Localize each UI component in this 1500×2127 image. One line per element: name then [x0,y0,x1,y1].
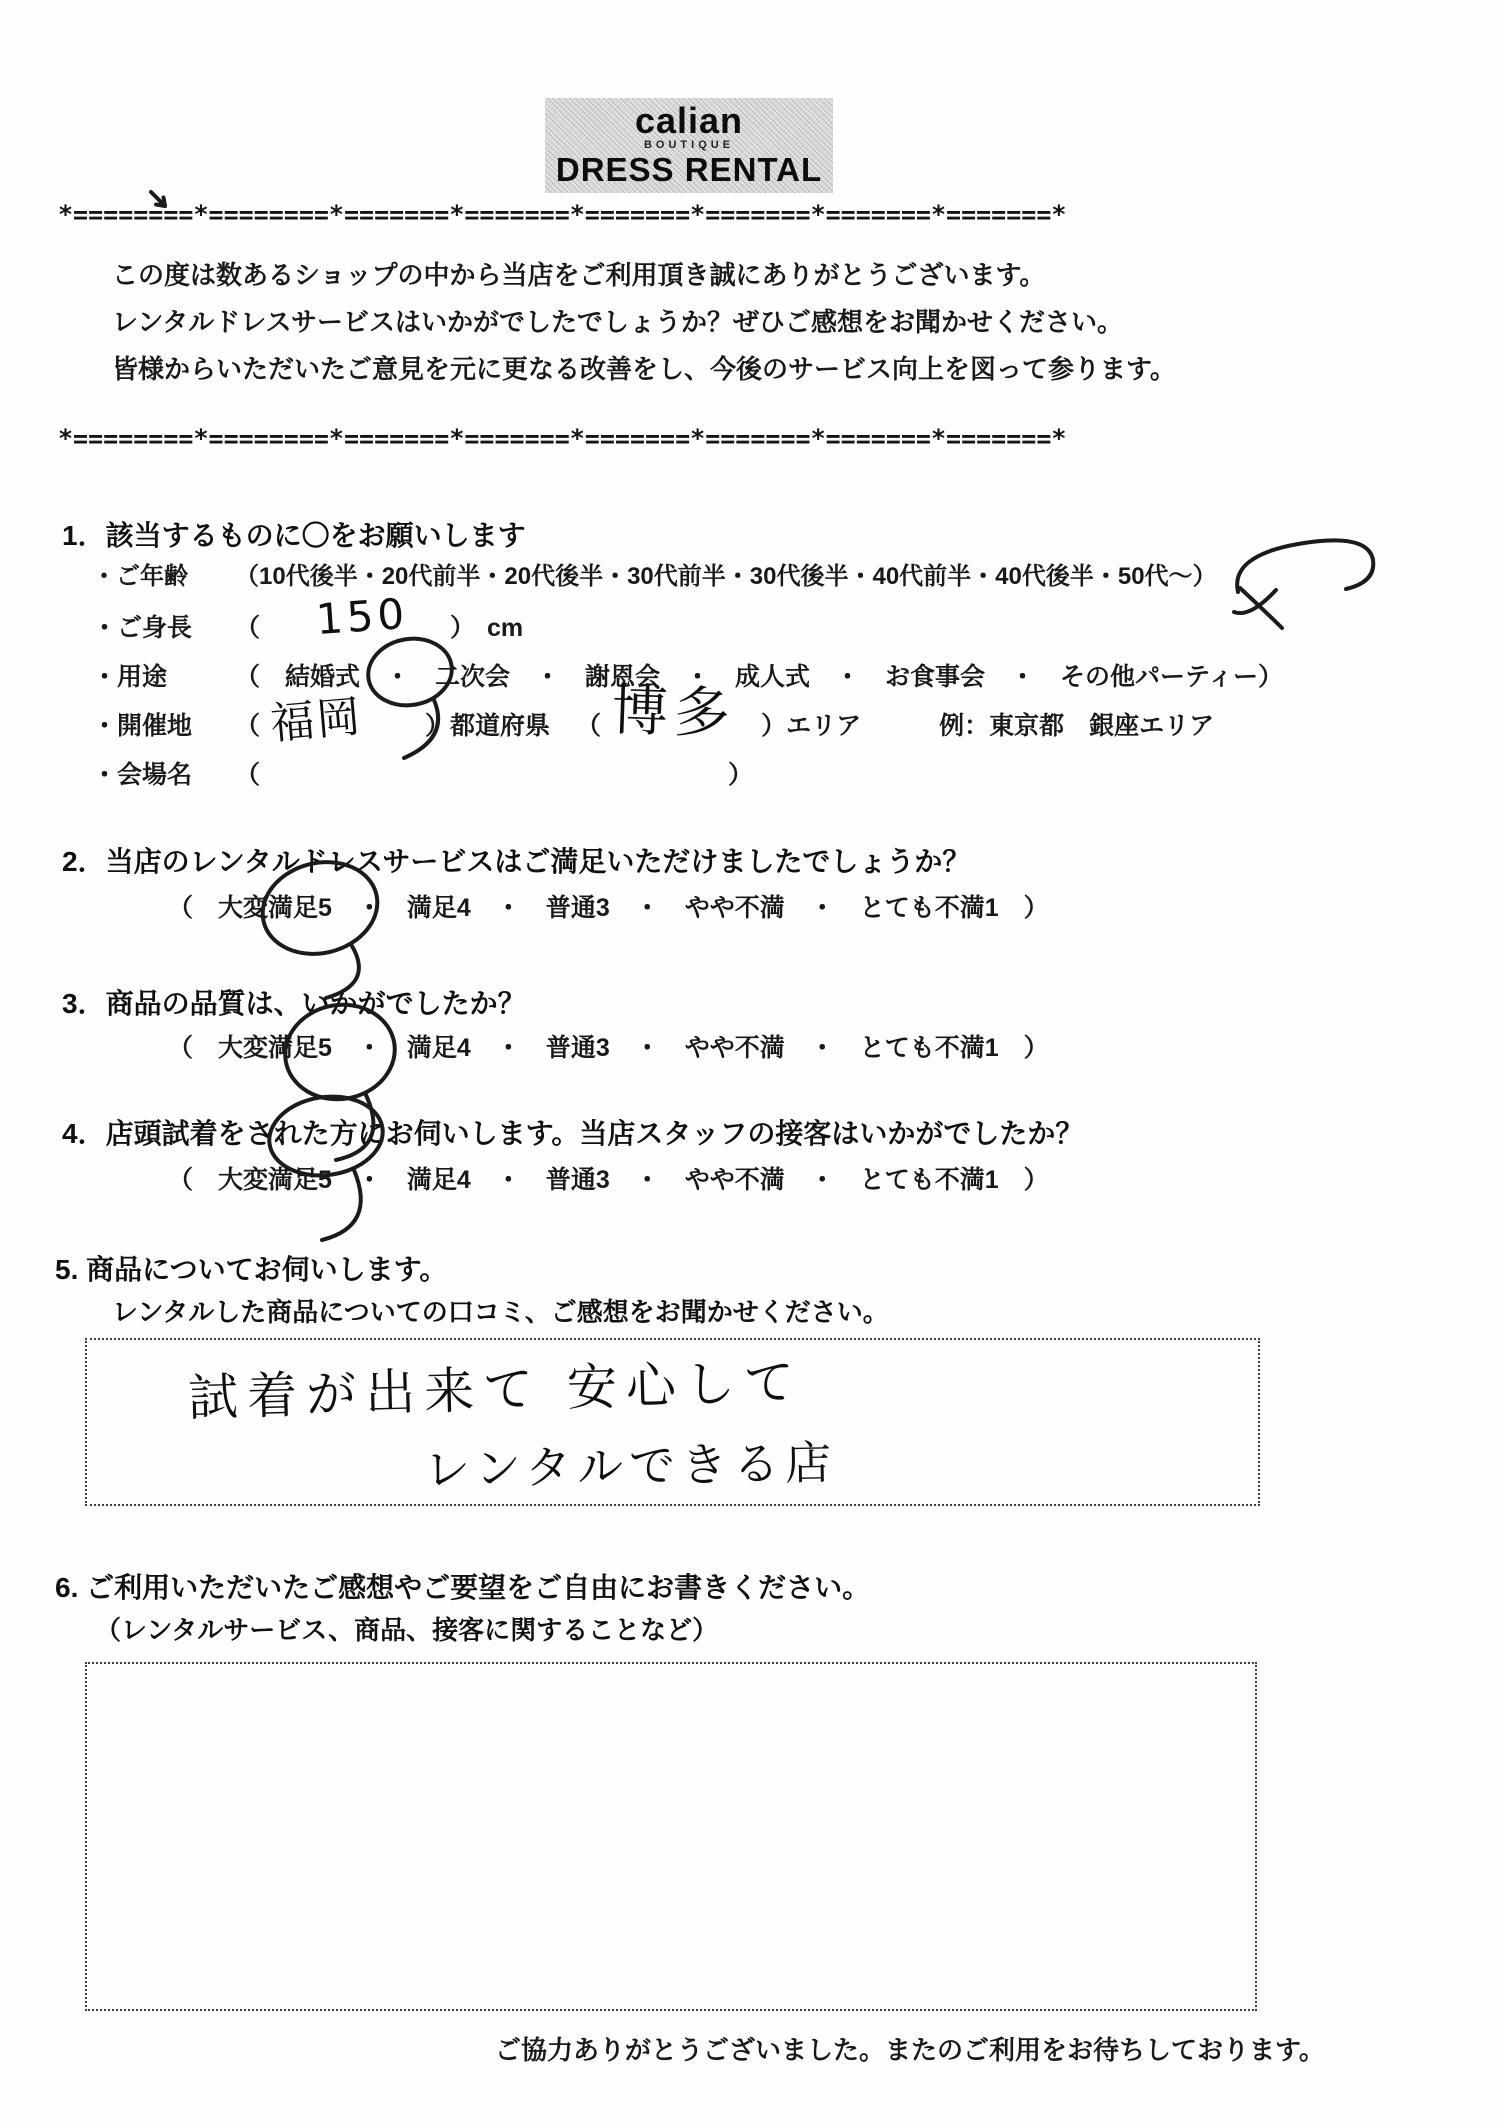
q1-age-close-paren: ） [1192,563,1217,590]
q1-venue-example: 例：東京都 銀座エリア [939,712,1215,740]
q1-height-label: ・ご身長 [92,614,193,642]
q1-purpose-label: ・用途 [92,663,168,691]
q1-venue-label: ・開催地 [92,712,193,740]
q6-subtitle: （レンタルサービス、商品、接客に関することなど） [95,1615,719,1645]
q1-height-unit: cm [487,614,524,642]
intro-paragraph [112,252,1176,393]
q3-scale-open: （ [168,1034,219,1062]
q4-scale-close: ） [998,1166,1049,1194]
q1-purpose-close-paren: ） [1258,663,1284,691]
q1-hall-open-paren: （ [235,761,261,789]
handwritten-circle-q4-very-satisfied [262,1090,392,1250]
q1-age-row [92,556,1217,591]
q1-venue-open-paren-2: （ [576,712,602,740]
q1-hall-close-paren: ） [728,761,754,789]
q3-scale-options: 大変満足5 ・ 満足4 ・ 普通3 ・ やや不満 ・ とても不満1 [218,1034,999,1062]
q1-hall-label: ・会場名 [92,761,193,789]
logo-boutique-text: BOUTIQUE [643,139,735,151]
q1-age-label: ・ご年齢 [92,563,188,590]
q1-venue-open-paren: （ [235,712,261,740]
q6-title: 6. ご利用いただいたご感想やご要望をご自由にお書きください。 [55,1572,871,1603]
handwritten-review-line-1: 試着が出来て 安心して [187,1352,804,1428]
intro-line-2: レンタルドレスサービスはいかがでしたでしょうか？ぜひご感想をお聞かせください。 [112,307,1124,337]
q4-scale-open: （ [168,1166,219,1194]
separator-bottom: *========*========*=======*=======*=======*=======*=======*=======* [58,424,1067,453]
q2-scale-close: ） [998,894,1049,922]
handwritten-circle-purpose-wedding [362,634,472,769]
q1-venue-close-paren: ） [425,712,451,740]
handwritten-prefecture-value: 福岡 [268,691,365,750]
shop-logo [545,98,833,193]
logo-brand-text: calian [634,100,744,141]
q1-venue-prefecture-suffix: 都道府県 [450,712,551,740]
q1-age-options: 10代後半・20代前半・20代後半・30代前半・30代後半・40代前半・40代後半・50代～ [259,563,1193,590]
q5-title: 5. 商品についてお伺いします。 [55,1254,448,1285]
intro-line-3: 皆様からいただいたご意見を元に更なる改善をし、今後のサービス向上を図って参ります。 [112,354,1176,384]
q5-subtitle: レンタルした商品についての口コミ、ご感想をお聞かせください。 [112,1297,889,1327]
handwritten-height-value: 150 [314,588,410,645]
footer-thanks-text: ご協力ありがとうございました。またのご利用をお待ちしております。 [495,2035,1325,2065]
q1-venue-area-suffix: エリア [786,712,862,740]
q1-height-close-paren: ） [450,614,476,642]
q4-scale-options: 大変満足5 ・ 満足4 ・ 普通3 ・ やや不満 ・ とても不満1 [218,1166,999,1194]
q1-title: 1．該当するものに〇をお願いします [62,520,526,551]
handwritten-circle-age-50s [1210,526,1400,641]
logo-title-text: DRESS RENTAL [555,151,823,189]
q2-title: 2．当店のレンタルドレスサービスはご満足いただけましたでしょうか？ [62,846,971,877]
q2-scale-options: 大変満足5 ・ 満足4 ・ 普通3 ・ やや不満 ・ とても不満1 [218,894,999,922]
separator-top: *========*========*=======*=======*=======*=======*=======*=======* [58,200,1067,229]
q3-scale-close: ） [998,1034,1049,1062]
q1-height-open-paren: （ [235,614,261,642]
q4-title: 4．店頭試着をされた方にお伺いします。当店スタッフの接客はいかがでしたか？ [62,1118,1084,1149]
q1-purpose-options: 結婚式 ・ 二次会 ・ 謝恩会 ・ 成人式 ・ お食事会 ・ その他パーティー [285,663,1259,691]
handwritten-circle-q2-very-satisfied [252,856,397,1006]
q3-title: 3．商品の品質は、いかがでしたか？ [62,988,526,1019]
handwritten-area-value: 博多 [610,677,737,748]
handwritten-review-line-2: レンタルできる店 [423,1435,838,1497]
q1-purpose-open-paren: （ [235,663,286,691]
intro-line-1: この度は数あるショップの中から当店をご利用頂き誠にありがとうございます。 [112,260,1046,290]
q1-venue-close-paren-2: ） [761,712,787,740]
q2-scale-open: （ [168,894,219,922]
q6-comment-box [85,1662,1257,2011]
q1-age-open-paren: （ [235,563,259,590]
